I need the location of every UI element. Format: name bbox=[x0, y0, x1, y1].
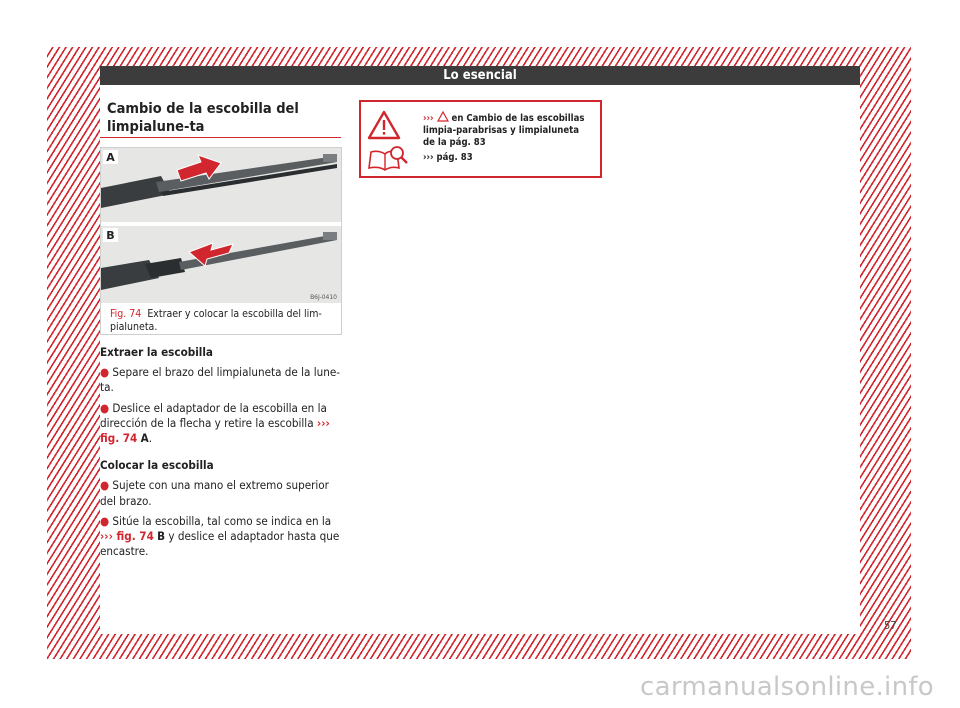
warning-text-block bbox=[423, 111, 593, 149]
figure-74 bbox=[100, 147, 342, 335]
notice-box bbox=[359, 100, 602, 178]
title-divider bbox=[100, 137, 341, 138]
panel-b-label: B bbox=[106, 229, 115, 242]
page-header: Lo esencial bbox=[100, 66, 860, 85]
place-step-2-text-b: y deslice el adaptador hasta que encastre. bbox=[100, 529, 340, 559]
remove-heading: Extraer la escobilla bbox=[100, 345, 213, 359]
bullet-icon: ● bbox=[100, 400, 110, 415]
place-step-2-text-a: Sitúe la escobilla, tal como se indica en la bbox=[112, 513, 332, 528]
remove-step-1-text: Separe el brazo del limpialuneta de la lune-ta. bbox=[100, 365, 341, 395]
place-step-2-ref[interactable]: ››› fig. 74 bbox=[100, 529, 154, 544]
warning-small-icon bbox=[437, 111, 449, 122]
remove-step-2-label: A bbox=[140, 431, 149, 446]
watermark: carmanualsonline.info bbox=[640, 672, 935, 702]
warning-prefix: ››› bbox=[423, 113, 434, 124]
warning-icon bbox=[367, 110, 401, 144]
bullet-icon: ● bbox=[100, 478, 110, 493]
remove-step-1 bbox=[100, 365, 344, 395]
section-title: Cambio de la escobilla del limpialune-ta bbox=[107, 101, 299, 135]
caption-ref: Fig. 74 bbox=[110, 308, 142, 320]
figure-code: B6J-0410 bbox=[310, 294, 337, 301]
place-step-2 bbox=[100, 514, 344, 560]
info-text[interactable]: ››› pág. 83 bbox=[423, 152, 473, 163]
place-step-2-label: B bbox=[157, 529, 166, 544]
bullet-icon: ● bbox=[100, 365, 110, 380]
place-step-1-text: Sujete con una mano el extremo superior del brazo. bbox=[100, 478, 329, 508]
caption-text: Extraer y colocar la escobilla del lim-pialuneta. bbox=[110, 308, 322, 333]
panel-a-label: A bbox=[106, 151, 115, 164]
place-step-1 bbox=[100, 478, 344, 508]
remove-step-2-ref[interactable]: ››› fig. 74 bbox=[100, 415, 330, 446]
instructions bbox=[100, 345, 344, 564]
wiper-illustration bbox=[101, 148, 341, 303]
warning-text[interactable]: en Cambio de las escobillas limpia-parabrisas y limpialuneta de la pág. 83 bbox=[423, 113, 585, 148]
bullet-icon: ● bbox=[100, 513, 110, 528]
remove-step-2: ● Deslice el adaptador de la escobilla en la dirección de la flecha y retire la escobilla ››› fig. 74 A. bbox=[100, 400, 330, 446]
place-heading: Colocar la escobilla bbox=[100, 458, 214, 473]
remove-step-2-text: Deslice el adaptador de la escobilla en la dirección de la flecha y retire la escobilla bbox=[100, 400, 327, 430]
book-search-icon bbox=[367, 144, 409, 176]
figure-caption bbox=[110, 308, 334, 334]
page-number: 57 bbox=[884, 619, 897, 632]
